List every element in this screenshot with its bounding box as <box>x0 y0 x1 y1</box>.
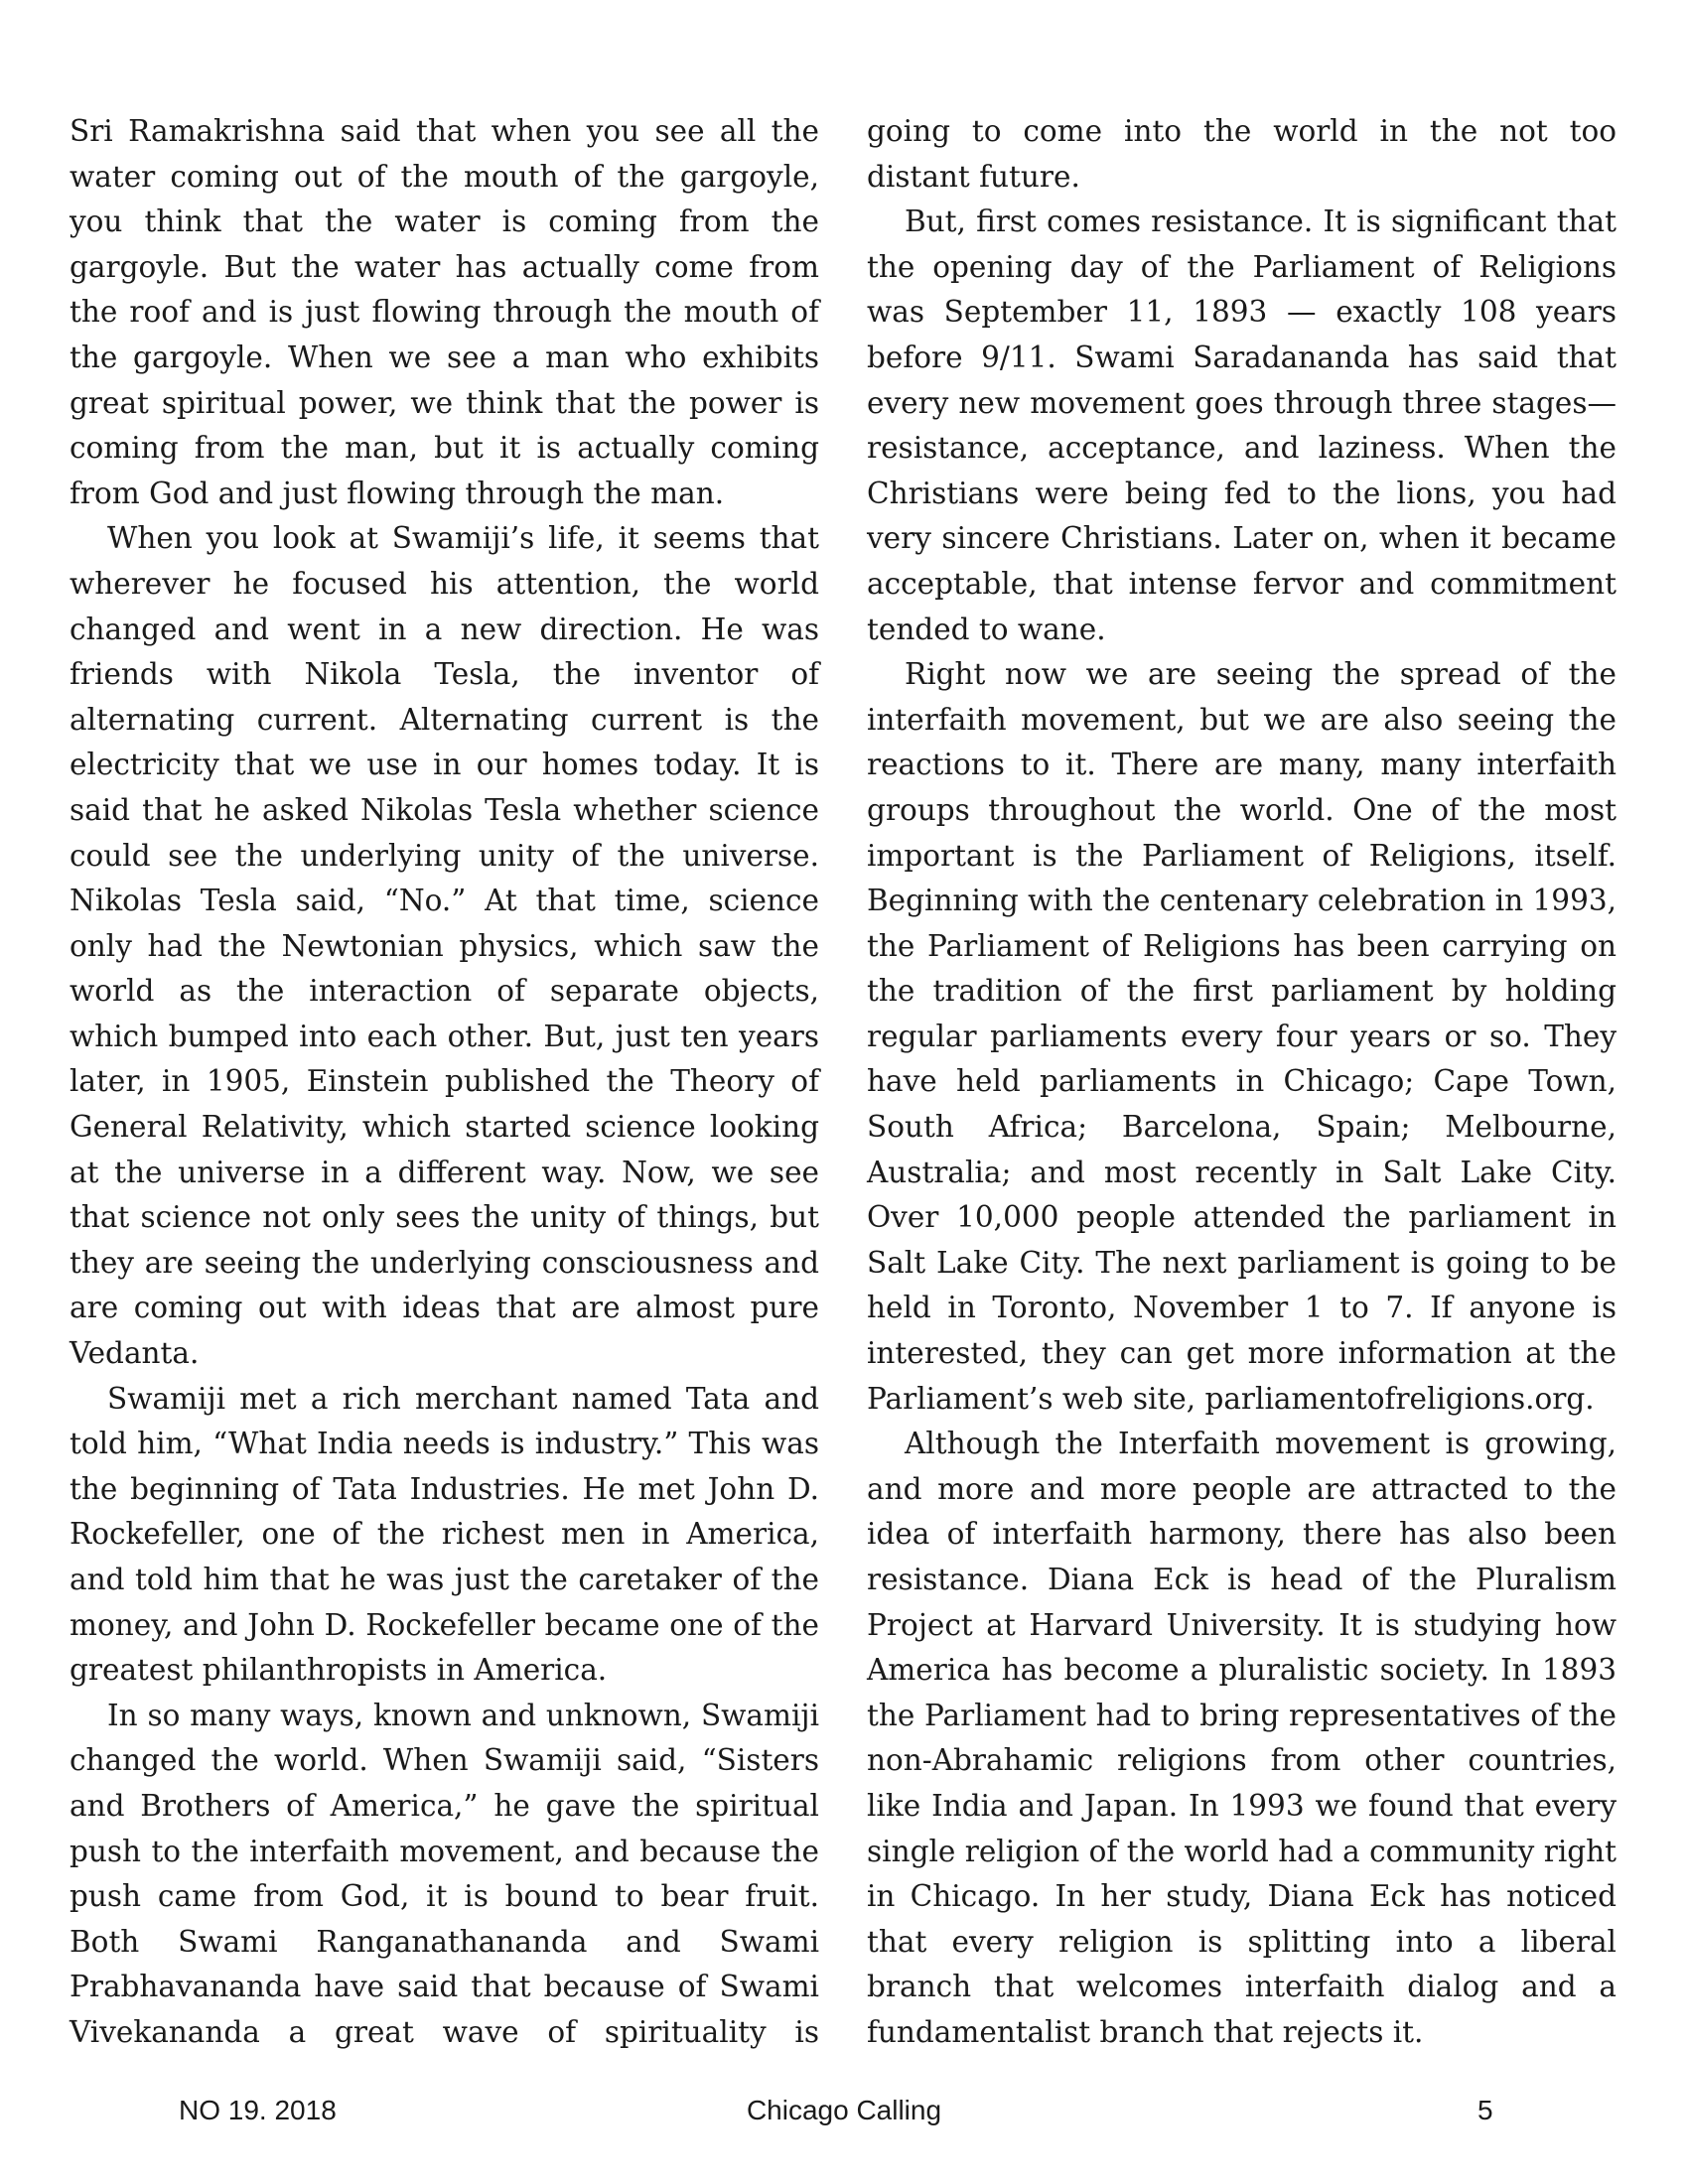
page-footer <box>0 2095 1688 2134</box>
paragraph: In so many ways, known and unknown, Swamiji changed the world. When Swamiji said, “Sisters and Brothers of America,” he gave the spiritual push to the interfaith movement, and because the push came from God, it is bound to bear fruit. Both Swami Ranganathananda and Swami Prabhavananda have said that because of Swami Vivekananda a great wave of spirituality is <box>70 1698 819 2049</box>
paragraph: Right now we are seeing the spread of the interfaith movement, but we are also seeing the reactions to it. There are many, many interfaith groups throughout the world. One of the most important is the Parliament of Religions, itself. Beginning with the centenary celebration in 1993, the Parliament of Religions has been carrying on the tradition of the first parliament by holding regular parliaments every four years or so. They have held parliaments in Chicago; Cape Town, South Africa; Barcelona, Spain; Melbourne, Australia; and most recently in Salt Lake City. Over 10,000 people attended the parliament in Salt Lake City. The next parliament is going to be held in Toronto, November 1 to 7. If anyone is interested, they can get more information at the Parliament’s web site, parliamentofreligions.org. <box>867 657 1617 1416</box>
page-number: 5 <box>1477 2095 1493 2125</box>
issue-label: NO 19. 2018 <box>179 2095 337 2125</box>
left-text-column <box>70 109 819 2056</box>
paragraph: Sri Ramakrishna said that when you see all the water coming out of the mouth of the gargoyle, you think that the water is coming from the gargoyle. But the water has actually come from the roof and is just flowing through the mouth of the gargoyle. When we see a man who exhibits great spiritual power, we think that the power is coming from the man, but it is actually coming from God and just flowing through the man. <box>70 114 819 510</box>
publication-title: Chicago Calling <box>746 2095 942 2125</box>
paragraph: Swamiji met a rich merchant named Tata and told him, “What India needs is industry.” This was the beginning of Tata Industries. He met John D. Rockefeller, one of the richest men in America, and told him that he was just the caretaker of the money, and John D. Rockefeller became one of the greatest philanthropists in America. <box>70 1381 819 1688</box>
right-text-column <box>867 109 1617 2056</box>
paragraph: Although the Interfaith movement is growing, and more and more people are attracted to the idea of interfaith harmony, there has also been resistance. Diana Eck is head of the Pluralism Project at Harvard University. It is studying how America has become a pluralistic society. In 1893 the Parliament had to bring representatives of the non-Abrahamic religions from other countries, like India and Japan. In 1993 we found that every single religion of the world had a community right in Chicago. In her study, Diana Eck has noticed that every religion is splitting into a liberal branch that welcomes interfaith dialog and a fundamentalist branch that rejects it. <box>867 1427 1617 2049</box>
paragraph: But, first comes resistance. It is significant that the opening day of the Parliament of Religions was September 11, 1893 — exactly 108 years before 9/11. Swami Saradananda has said that every new movement goes through three stages—resistance, acceptance, and laziness. When the Christians were being fed to the lions, you had very sincere Christians. Later on, when it became acceptable, that intense fervor and commitment tended to wane. <box>867 205 1617 646</box>
paragraph: going to come into the world in the not too distant future. <box>867 114 1617 194</box>
paragraph: When you look at Swamiji’s life, it seems that wherever he focused his attention, the world changed and went in a new direction. He was friends with Nikola Tesla, the inventor of alternating current. Alternating current is the electricity that we use in our homes today. It is said that he asked Nikolas Tesla whether science could see the underlying unity of the universe. Nikolas Tesla said, “No.” At that time, science only had the Newtonian physics, which saw the world as the interaction of separate objects, which bumped into each other. But, just ten years later, in 1905, Einstein published the Theory of General Relativity, which started science looking at the universe in a different way. Now, we see that science not only sees the unity of things, but they are seeing the underlying consciousness and are coming out with ideas that are almost pure Vedanta. <box>70 521 819 1371</box>
